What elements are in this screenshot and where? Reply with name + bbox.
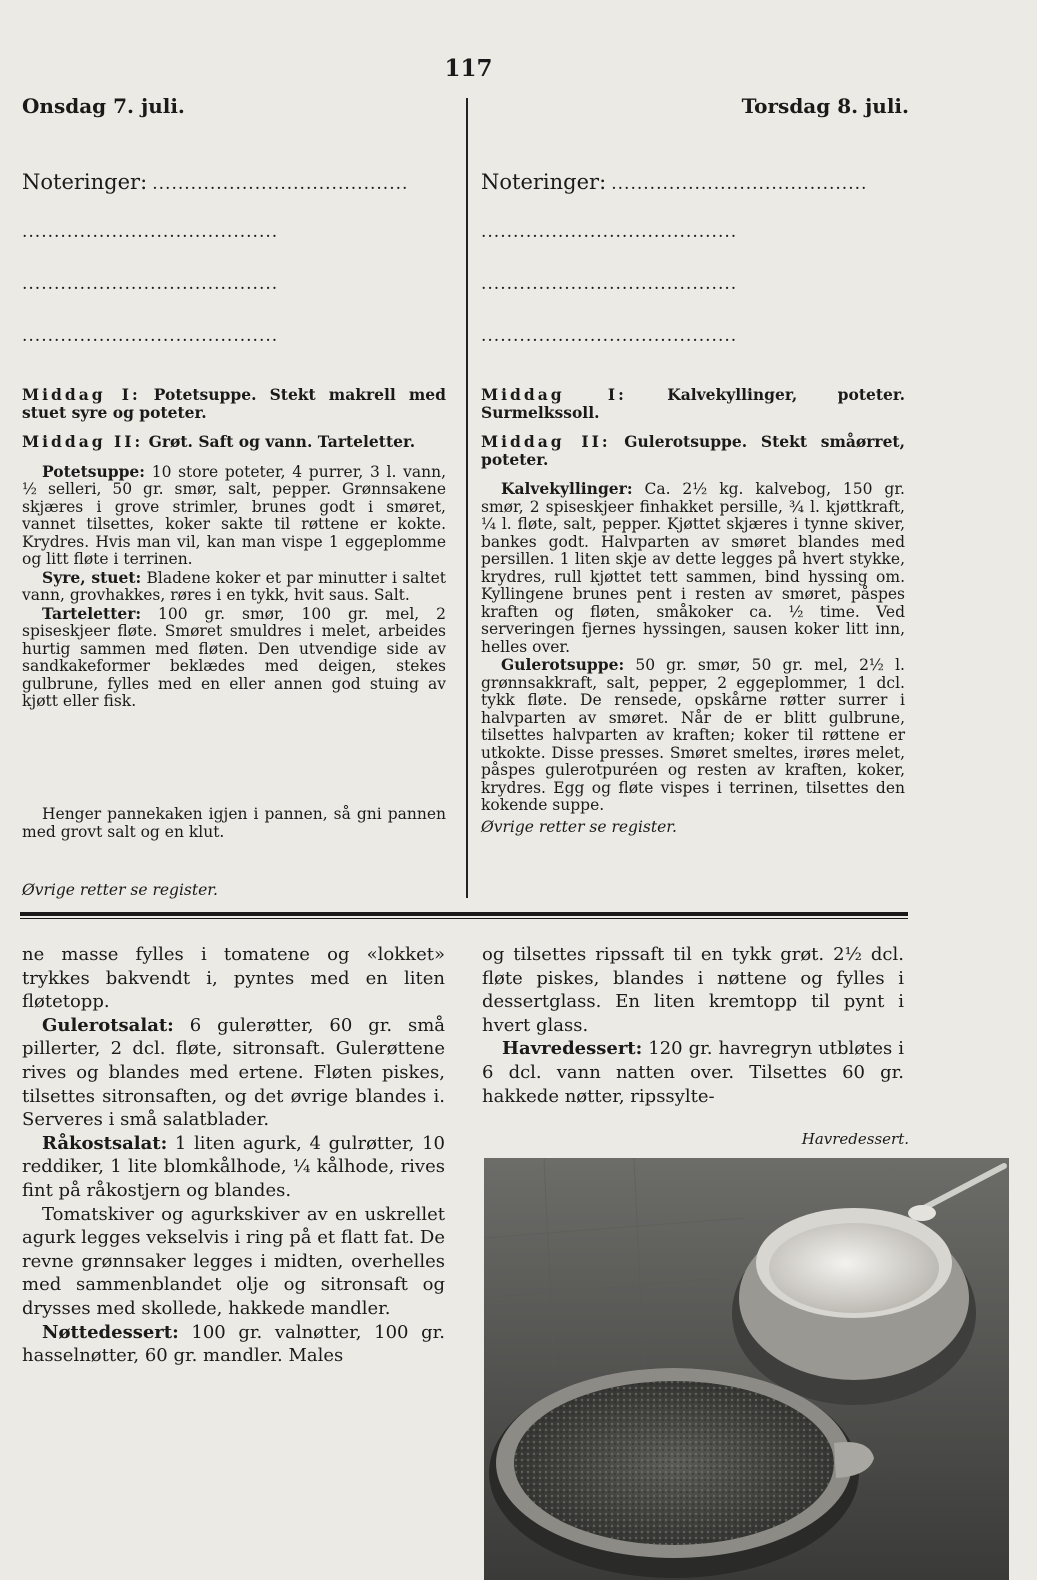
- recipe-gulerotsuppe: [481, 656, 905, 815]
- left-notes-section: [22, 170, 447, 194]
- right-middag-2: [481, 433, 905, 468]
- section-divider-thin: [20, 918, 908, 919]
- recipe-text: Ca. 2½ kg. kalvebog, 150 gr. smør, 2 spiseskjeer finhakket persille, ¾ l. kjøttkraft, ¼ l. fløte, salt, pepper. Kjøttet skjæres i tynne skiver, bankes godt. Halvparten av smøret blandes med persillen. 1 liten skje av dette legges på hvert stykke, krydres, rull kjøttet tett sammen, bind hyssing om. Kyllingene brunes pent i resten av smøret, påspes kraften og fløten, småkoker ca. ½ time. Ved serveringen fjernes hyssingen, sausen koker litt inn, helles over.: [481, 480, 905, 656]
- recipe-text: 10 store poteter, 4 purrer, 3 l. vann, ½ selleri, 50 gr. smør, salt, pepper. Grønnsakene skjæres i grove strimler, brunes godt i smøret, vannet tilsettes, koker sakte til røttene er kokte. Krydres. Hvis man vil, kan man vispe 1 eggeplomme og litt fløte i terrinen.: [22, 462, 446, 568]
- right-notes-line: ........................................: [481, 326, 738, 346]
- recipe-text: 50 gr. smør, 50 gr. mel, 2½ l. grønnsakkraft, salt, pepper, 2 eggeplommer, 1 dcl. tykk fløte. De rensede, opskårne røtter surrer i halvparten av smøret. Når de er blitt gulbrune, tilsettes halvparten av kraften; koker til røttene er utkokte. Disse presses. Smøret smeltes, irøres melet, påspes gulerotpuréen og resten av kraften, koker, krydres. Egg og fløte vispes i terrinen, tilsettes den kokende suppe.: [481, 656, 905, 814]
- recipe-title: Gulerotsuppe:: [501, 655, 625, 674]
- recipe-title: Syre, stuet:: [42, 567, 142, 587]
- left-middag-2-label: Middag II:: [22, 432, 144, 451]
- recipe-text: 1 liten agurk, 4 gulrøtter, 10 reddiker, 1 lite blomkålhode, ¼ kålhode, rives fint på råkostjern og blandes.: [22, 1132, 445, 1201]
- right-menu-column: [481, 386, 905, 836]
- recipe-nottedessert: [22, 1321, 445, 1368]
- right-middag-1-text: Kalvekyllinger, poteter. Surmelkssoll.: [481, 385, 905, 422]
- recipe-title: Tarteletter:: [42, 603, 142, 623]
- photo-caption: Havredessert.: [801, 1130, 909, 1148]
- left-middag-2-text: Grøt. Saft og vann. Tarteletter.: [148, 432, 416, 451]
- left-tip: Henger pannekaken igjen i pannen, så gni pannen med grovt salt og en klut.: [22, 805, 446, 841]
- right-middag-2-text: Gulerotsuppe. Stekt småørret, poteter.: [481, 432, 905, 469]
- left-notes-line: ........................................: [22, 222, 279, 242]
- right-middag-1-label: Middag I:: [481, 385, 627, 404]
- left-footer: Øvrige retter se register.: [22, 881, 218, 899]
- recipe-text: 6 gulerøtter, 60 gr. små pillerter, 2 dcl. fløte, sitronsaft. Gulerøttene rives og blandes med ertene. Fløten piskes, tilsettes sitronsaften, og det øvrige blandes i. Serveres i små salatblader.: [22, 1014, 445, 1131]
- recipe-syre-stuet: [22, 569, 446, 605]
- left-notes-dots: ........................................: [152, 174, 409, 194]
- bottom-right-column: [482, 943, 904, 1108]
- recipe-title: Kalvekyllinger:: [501, 479, 633, 498]
- bottom-right-intro: og tilsettes ripssaft til en tykk grøt. 2½ dcl. fløte piskes, blandes i nøttene og fylles i dessertglass. En liten kremtopp til pynt i hvert glass.: [482, 944, 904, 1036]
- left-middag-1: [22, 386, 446, 421]
- recipe-text: 100 gr. smør, 100 gr. mel, 2 spiseskjeer fløte. Smøret smuldres i melet, arbeides hurtig sammen med fløten. Den utvendige side av sandkakeformer beklædes med deigen, stekes gulbrune, fylles med en eller annen god stuing av kjøtt eller fisk.: [22, 604, 447, 710]
- section-divider: [20, 912, 908, 916]
- dessert-photo-drawing: [484, 1158, 1009, 1580]
- column-divider: [466, 98, 468, 898]
- bottom-left-column: [22, 943, 445, 1368]
- left-menu-column: [22, 386, 446, 711]
- right-notes-line: ........................................: [481, 222, 738, 242]
- recipe-title: Potetsuppe:: [42, 461, 146, 481]
- recipe-text: 100 gr. valnøtter, 100 gr. hasselnøtter, 60 gr. mandler. Males: [22, 1321, 445, 1367]
- recipe-kalvekyllinger: [481, 480, 905, 656]
- right-notes-line: ........................................: [481, 274, 738, 294]
- recipe-potetsuppe: [22, 463, 446, 569]
- left-day-date: Onsdag 7. juli.: [22, 94, 185, 118]
- right-notes-section: [481, 170, 906, 194]
- recipe-gulerotsalat: [22, 1014, 445, 1132]
- bottom-left-intro: ne masse fylles i tomatene og «lokket» trykkes bakvendt i, pyntes med en liten fløtetopp.: [22, 944, 445, 1013]
- right-notes-label: Noteringer:: [481, 170, 607, 194]
- recipe-title: Råkostsalat:: [42, 1132, 168, 1154]
- right-notes-dots: ........................................: [611, 174, 868, 194]
- recipe-tomatskiver: Tomatskiver og agurkskiver av en uskrellet agurk legges vekselvis i ring på et flatt fat. De revne grønnsaker legges i midten, overhelles med sammenblandet olje og sitronsaft og drysses med skollede, hakkede mandler.: [22, 1203, 445, 1319]
- recipe-raakostsalat: [22, 1132, 445, 1203]
- right-footer: Øvrige retter se register.: [481, 817, 677, 836]
- recipe-tarteletter: [22, 605, 446, 711]
- havredessert-photo: [484, 1158, 1009, 1580]
- recipe-title: Nøttedessert:: [42, 1321, 179, 1343]
- left-notes-line: ........................................: [22, 326, 279, 346]
- recipe-text: 120 gr. havregryn utbløtes i 6 dcl. vann natten over. Tilsettes 60 gr. hakkede nøtter, ripssylte-: [482, 1038, 904, 1107]
- recipe-text: Bladene koker et par minutter i saltet vann, grovhakkes, røres i en tykk, hvit saus. Salt.: [22, 568, 446, 604]
- left-notes-label: Noteringer:: [22, 170, 148, 194]
- left-middag-1-label: Middag I:: [22, 385, 141, 404]
- recipe-title: Havredessert:: [502, 1038, 643, 1060]
- right-middag-1: [481, 386, 905, 421]
- right-day-date: Torsdag 8. juli.: [741, 94, 909, 118]
- right-middag-2-label: Middag II:: [481, 432, 611, 451]
- left-middag-2: [22, 433, 446, 451]
- page-number: 117: [444, 55, 493, 82]
- recipe-havredessert: [482, 1037, 904, 1108]
- left-notes-line: ........................................: [22, 274, 279, 294]
- recipe-title: Gulerotsalat:: [42, 1014, 174, 1036]
- left-middag-1-text: Potetsuppe. Stekt makrell med stuet syre og poteter.: [22, 385, 446, 422]
